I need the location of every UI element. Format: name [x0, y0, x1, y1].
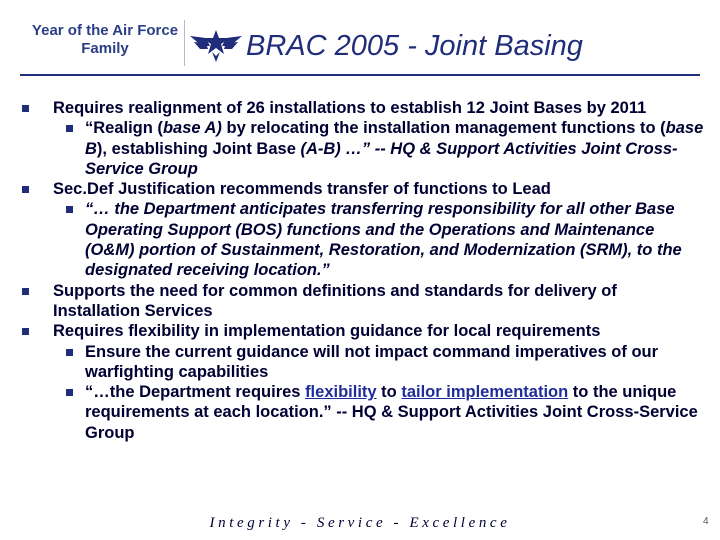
bullet-item	[20, 179, 704, 199]
bullet-list	[20, 98, 704, 443]
sub-bullet-text-part: to the unique requirements at each location.” -- HQ & Support Activities Joint Cross-Service Group	[85, 383, 698, 442]
sub-bullet-item	[20, 342, 704, 383]
sub-bullet-text-part: “Realign (	[85, 119, 163, 138]
sub-bullet-item	[20, 199, 704, 280]
flexibility-link[interactable]: flexibility	[305, 383, 377, 402]
bullet-item	[20, 321, 704, 341]
sub-bullet-text-part: base A)	[162, 119, 222, 138]
logo-divider	[184, 20, 185, 66]
sub-bullet-text: “… the Department anticipates transferring responsibility for all other Base Operating Support (BOS) functions and the Operations and Maintenance (O&M) portion of Sustainment, Restoration, and Modernization (SRM), to the designated receiving location.”	[85, 200, 682, 280]
bullet-item	[20, 98, 704, 118]
sub-bullet-text-part: by relocating the installation management functions to (	[221, 119, 666, 138]
square-bullet-icon	[66, 206, 73, 213]
air-force-symbol-icon	[190, 24, 242, 64]
bullet-text: Requires realignment of 26 installations to establish 12 Joint Bases by 2011	[53, 99, 647, 117]
square-bullet-icon	[22, 328, 29, 335]
page-number: 4	[703, 516, 709, 527]
footer-motto: Integrity - Service - Excellence	[209, 515, 511, 531]
sub-bullet-text-part: “…the Department requires	[85, 383, 306, 402]
sub-bullet-text-part: to	[376, 383, 402, 402]
sub-bullet-text-part: base B	[85, 119, 704, 158]
sub-bullet-text-part: (A-B)	[300, 139, 341, 158]
square-bullet-icon	[22, 186, 29, 193]
square-bullet-icon	[22, 288, 29, 295]
logo-line-1: Year of the Air Force	[31, 22, 179, 39]
bullet-text: Requires flexibility in implementation guidance for local requirements	[53, 322, 601, 341]
page-title: BRAC 2005 - Joint Basing	[246, 30, 583, 62]
logo-line-2: Family	[81, 40, 129, 57]
square-bullet-icon	[66, 125, 73, 132]
bullet-text: Sec.Def Justification recommends transfer of functions to Lead	[53, 180, 551, 199]
sub-bullet-text-part: ), establishing Joint Base	[96, 139, 301, 158]
sub-bullet-text: Ensure the current guidance will not impact command imperatives of our warfighting capabilities	[85, 342, 659, 381]
square-bullet-icon	[22, 105, 29, 112]
square-bullet-icon	[66, 389, 73, 396]
tailor-implementation-link[interactable]: tailor implementation	[401, 383, 569, 402]
sub-bullet-item	[20, 382, 704, 443]
sub-bullet-text-part: …” -- HQ & Support Activities Joint Cross-Service Group	[85, 139, 678, 178]
bullet-text: Supports the need for common definitions and standards for delivery of Installation Services	[53, 281, 617, 320]
title-rule	[20, 74, 700, 76]
year-of-af-family-logo	[30, 22, 180, 58]
sub-bullet-item	[20, 118, 704, 179]
bullet-item	[20, 281, 704, 322]
square-bullet-icon	[66, 349, 73, 356]
